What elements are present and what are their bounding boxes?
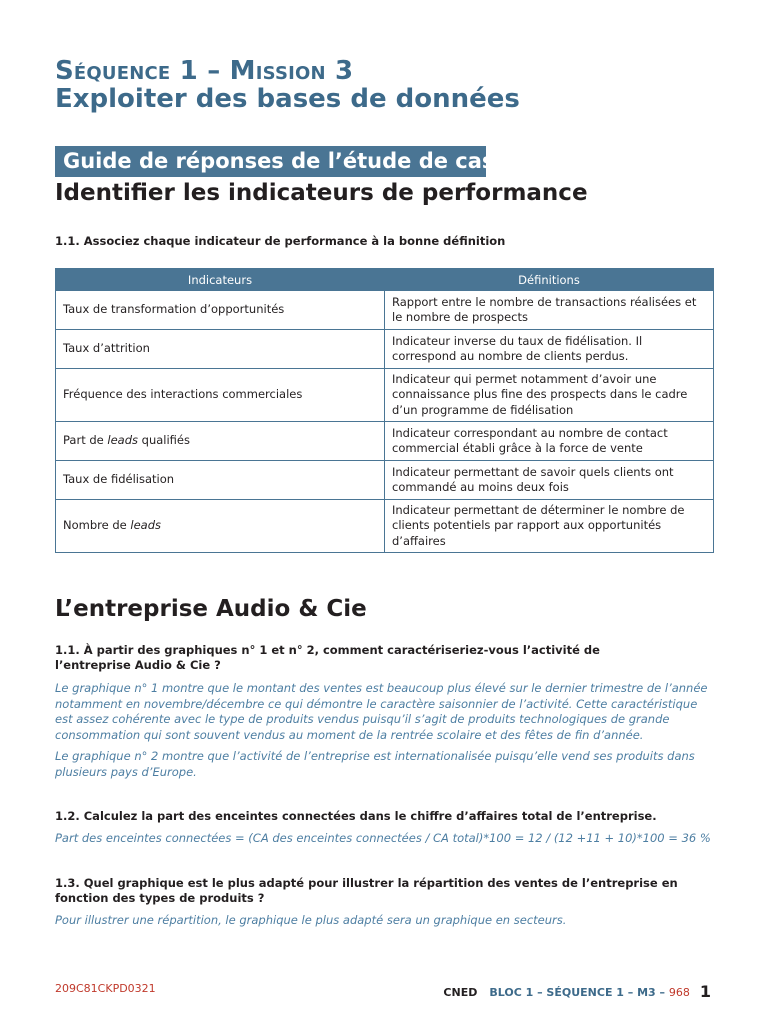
answer-1-3: Pour illustrer une répartition, le graphique le plus adapté sera un graphique en secteurs. [55,913,567,927]
answer-1-2: Part des enceintes connectées = (CA des enceintes connectées / CA total)*100 = 12 / (12 +11 + 10)*100 = 36 % [55,831,711,845]
question-1-1-indicators: 1.1. Associez chaque indicateur de performance à la bonne définition [55,234,506,248]
table-row [56,500,714,553]
footer-page-ref: 968 [668,986,690,999]
indicator-cell: Taux d’attrition [56,330,385,369]
table-row [56,461,714,500]
section-title-indicators: Identifier les indicateurs de performance [55,180,588,206]
definition-cell: Indicateur inverse du taux de fidélisation. Il correspond au nombre de clients perdus. [385,330,714,369]
sequence-title: Séquence 1 – Mission 3 [55,56,354,86]
column-header-indicators: Indicateurs [56,269,385,291]
question-1-2: 1.2. Calculez la part des enceintes connectées dans le chiffre d’affaires total de l’entreprise. [55,809,657,823]
guide-band: Guide de réponses de l’étude de cas [55,146,486,177]
indicator-cell: Taux de fidélisation [56,461,385,500]
question-1-1-audio: 1.1. À partir des graphiques n° 1 et n° 2, comment caractériseriez-vous l’activité de l’entreprise Audio & Cie ? [55,643,600,672]
table-row [56,369,714,422]
question-1-3: 1.3. Quel graphique est le plus adapté pour illustrer la répartition des ventes de l’entreprise en fonction des types de produits ? [55,876,678,905]
indicator-cell: Taux de transformation d’opportunités [56,291,385,330]
footer-cned: CNED [443,986,478,999]
indicator-cell: Nombre de leads [56,500,385,553]
answer-1-1-paragraph-2: Le graphique n° 2 montre que l’activité de l’entreprise est internationalisée puisqu’elle vend ses produits dans plusieurs pays d’Europe. [55,749,695,779]
definition-cell: Indicateur permettant de déterminer le nombre de clients potentiels par rapport aux opportunités d’affaires [385,500,714,553]
definition-cell: Rapport entre le nombre de transactions réalisées et le nombre de prospects [385,291,714,330]
section-title-audio-cie: L’entreprise Audio & Cie [55,596,367,622]
mission-title: Exploiter des bases de données [55,84,520,114]
table-header-row [56,269,714,291]
column-header-definitions: Définitions [385,269,714,291]
indicator-cell: Part de leads qualifiés [56,422,385,461]
answer-1-1-paragraph-1: Le graphique n° 1 montre que le montant des ventes est beaucoup plus élevé sur le dernier trimestre de l’année notamment en novembre/décembre ce qui démontre le caractère saisonnier de l’activité. Cette caractéristique est assez cohérente avec le type de produits vendus puisqu’il s’agit de produits technologiques de grande consommation qui sont souvent vendus au moment de la rentrée scolaire et des fêtes de fin d’année. [55,681,708,742]
document-code: 209C81CKPD0321 [55,982,156,995]
table-row [56,291,714,330]
table-row [56,330,714,369]
footer-bloc: BLOC 1 – SÉQUENCE 1 – M3 – [489,986,669,999]
definition-cell: Indicateur permettant de savoir quels clients ont commandé au moins deux fois [385,461,714,500]
indicator-cell: Fréquence des interactions commerciales [56,369,385,422]
definition-cell: Indicateur qui permet notamment d’avoir une connaissance plus fine des prospects dans le cadre d’un programme de fidélisation [385,369,714,422]
definition-cell: Indicateur correspondant au nombre de contact commercial établi grâce à la force de vente [385,422,714,461]
page-number: 1 [699,982,711,1001]
table-row [56,422,714,461]
page-footer [443,982,711,1001]
indicators-table [55,268,714,553]
